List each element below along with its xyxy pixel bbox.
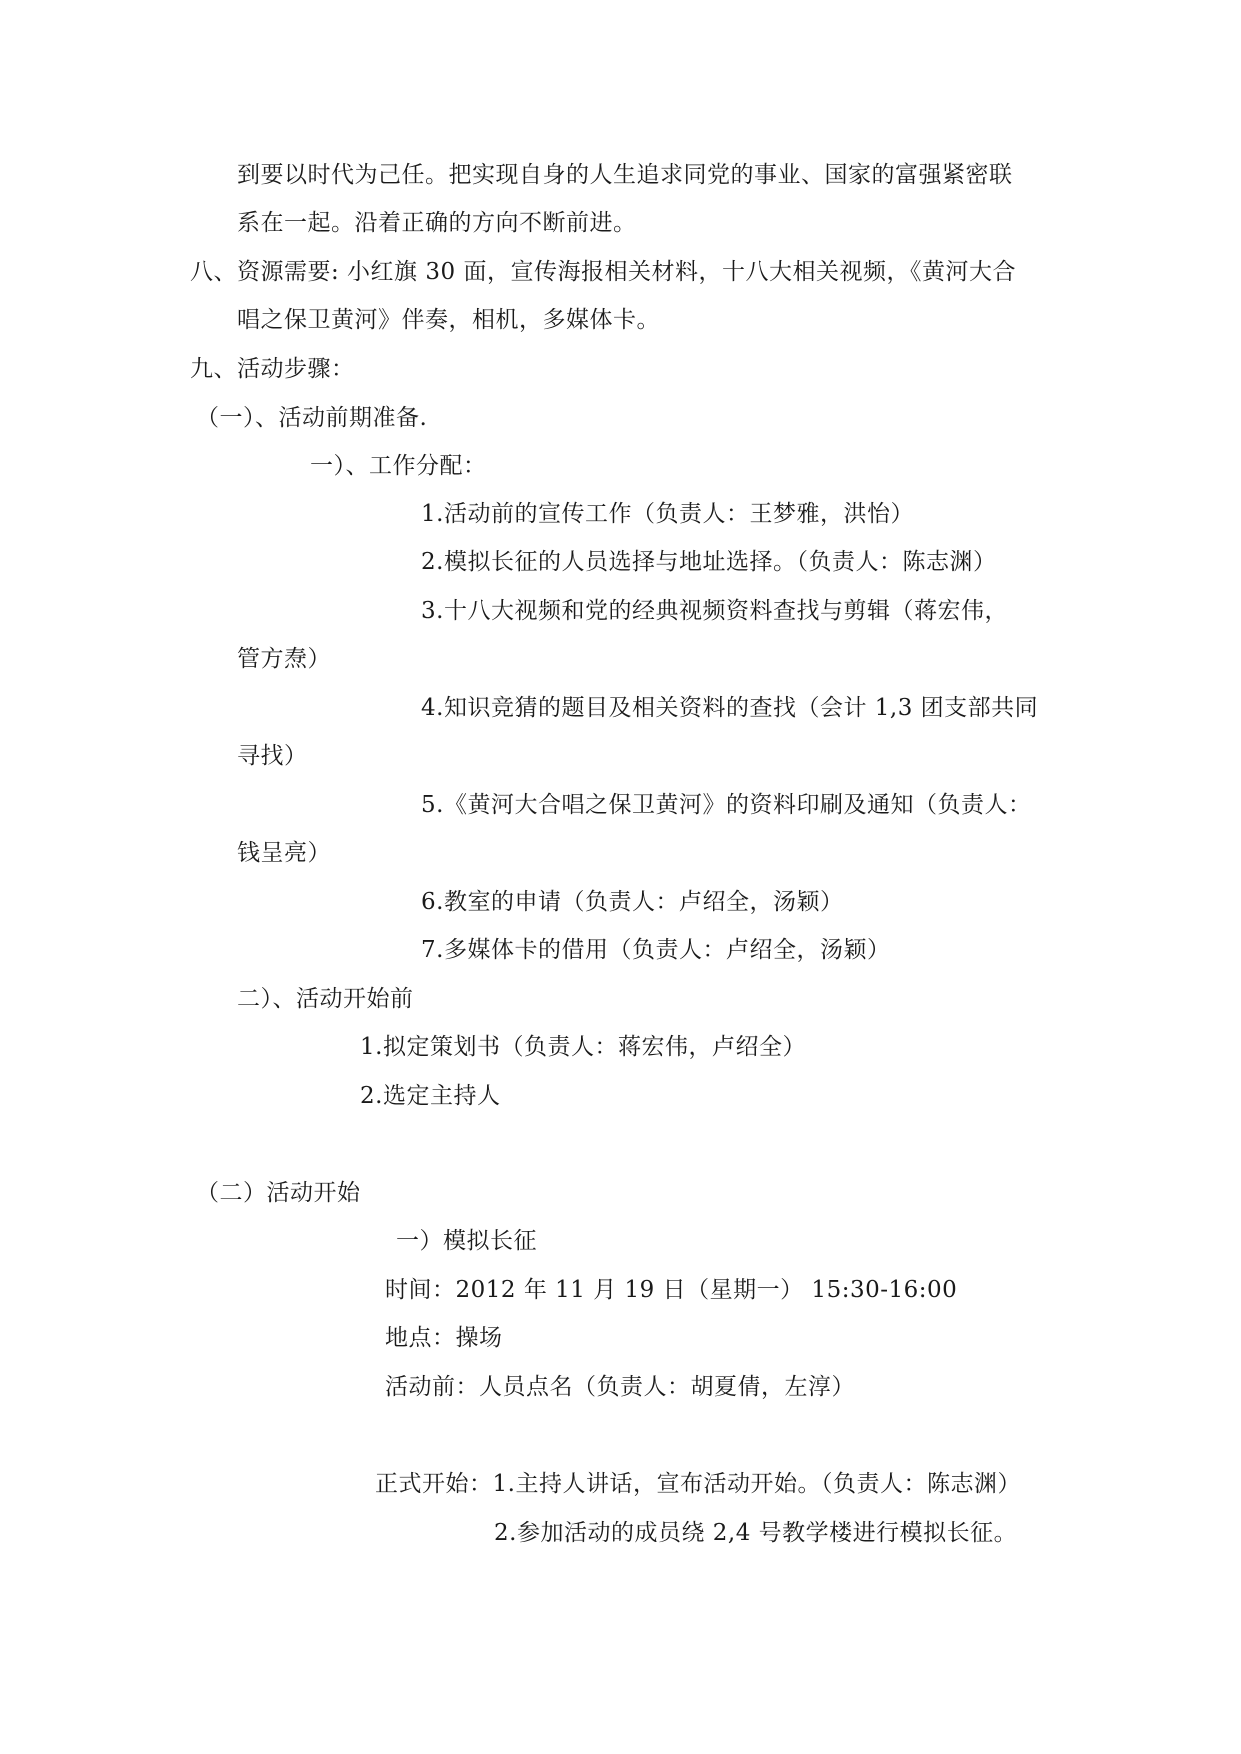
task-item-cont: 寻找） xyxy=(237,743,308,769)
task-item: 1.活动前的宣传工作（负责人：王梦雅，洪怡） xyxy=(421,501,914,527)
task-item: 7.多媒体卡的借用（负责人：卢绍全，汤颖） xyxy=(421,937,891,963)
time-line: 时间：2012 年 11 月 19 日（星期一） 15:30-16:00 xyxy=(385,1277,958,1303)
paragraph-line: 到要以时代为己任。把实现自身的人生追求同党的事业、国家的富强紧密联 xyxy=(237,162,1013,188)
task-item: 5.《黄河大合唱之保卫黄河》的资料印刷及通知（负责人： xyxy=(421,792,1032,818)
task-item: 4.知识竞猜的题目及相关资料的查找（会计 1,3 团支部共同 xyxy=(421,695,1039,721)
start-line: 2.参加活动的成员绕 2,4 号教学楼进行模拟长征。 xyxy=(494,1520,1018,1546)
task-item-cont: 钱呈亮） xyxy=(237,840,331,866)
section-heading: 九、活动步骤： xyxy=(190,356,355,382)
start-line: 正式开始：1.主持人讲话，宣布活动开始。（负责人：陈志渊） xyxy=(375,1471,1021,1497)
subsection-heading: 一）模拟长征 xyxy=(396,1228,537,1254)
part-heading: （一）、活动前期准备. xyxy=(196,405,428,431)
subsection-heading: 二）、活动开始前 xyxy=(237,986,414,1012)
part-heading: （二）活动开始 xyxy=(196,1180,361,1206)
paragraph-line: 唱之保卫黄河》伴奏，相机，多媒体卡。 xyxy=(237,307,660,333)
task-item: 2.模拟长征的人员选择与地址选择。（负责人：陈志渊） xyxy=(421,549,997,575)
task-item-cont: 管方焘） xyxy=(237,646,331,672)
section-heading: 八、资源需要: 小红旗 30 面，宣传海报相关材料，十八大相关视频，《黄河大合 xyxy=(190,259,1016,285)
place-line: 地点：操场 xyxy=(385,1325,503,1351)
subsection-heading: 一）、工作分配： xyxy=(310,453,487,479)
before-line: 活动前：人员点名（负责人：胡夏倩，左淳） xyxy=(385,1374,855,1400)
list-item: 2.选定主持人 xyxy=(360,1083,501,1109)
task-item: 3.十八大视频和党的经典视频资料查找与剪辑（蒋宏伟， xyxy=(421,598,1008,624)
paragraph-line: 系在一起。沿着正确的方向不断前进。 xyxy=(237,210,637,236)
list-item: 1.拟定策划书（负责人：蒋宏伟，卢绍全） xyxy=(360,1034,806,1060)
task-item: 6.教室的申请（负责人：卢绍全，汤颖） xyxy=(421,889,844,915)
